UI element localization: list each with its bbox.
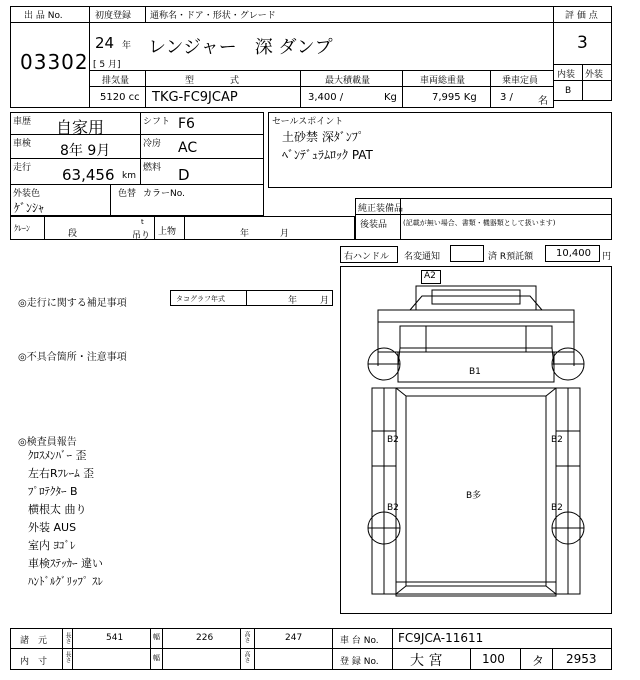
- crane-t: t: [141, 218, 144, 226]
- selling-point-2: ﾍﾞﾝﾃﾞｭﾗﾑﾛｯｸ PAT: [282, 148, 373, 162]
- chassis-label: 車 台 No.: [340, 636, 379, 646]
- aftermarket-note: (記載が無い場合、書類・機器類として扱います): [403, 219, 556, 227]
- fuel-label: 燃料: [143, 163, 162, 173]
- crane-label: ｸﾚｰﾝ: [14, 224, 30, 233]
- displacement-value: 5120 cc: [100, 92, 140, 103]
- driving-notes-label: ◎走行に関する補足事項: [18, 298, 127, 309]
- history-value: 自家用: [56, 118, 105, 137]
- reg-class: 100: [482, 652, 505, 666]
- joukou-year: 年: [240, 229, 250, 239]
- specs-label-row: [89, 70, 554, 87]
- damage-mark-b2-left-lower: B2: [387, 503, 399, 513]
- shift-value: F6: [178, 116, 195, 132]
- rhd-label: 右ハンドル: [344, 252, 390, 262]
- displacement-label: 排気量: [102, 76, 130, 86]
- windshield: [410, 296, 542, 310]
- reg-kana: タ: [532, 654, 545, 668]
- width-label: 幅: [153, 633, 160, 641]
- damage-mark-a2: A2: [421, 270, 441, 284]
- int-ext-values: [553, 80, 612, 101]
- load-unit: Kg: [384, 92, 397, 103]
- year-value: 24: [95, 34, 115, 52]
- in-length-label: 長さ: [64, 651, 71, 663]
- load-value: 3,400 /: [308, 92, 344, 103]
- defects-label: ◎不具合箇所・注意事項: [18, 352, 127, 363]
- tacho-year: 年: [288, 296, 298, 306]
- footer-table: [10, 628, 612, 670]
- mileage-label: 走行: [13, 163, 32, 173]
- interior-score: B: [565, 86, 572, 96]
- length-label: 長さ: [64, 632, 71, 644]
- color-replaced-label: 色替: [118, 189, 137, 199]
- in-width-label: 幅: [153, 654, 160, 662]
- recycle-unit: 円: [602, 252, 612, 262]
- tacho-month: 月: [320, 296, 330, 306]
- interior-dims-label: 内 寸: [20, 657, 48, 667]
- height-value: 247: [285, 633, 303, 643]
- reg-area: 大 宮: [410, 653, 443, 669]
- inspector-item: 外装 AUS: [28, 521, 77, 534]
- shift-label: シフト: [143, 117, 171, 127]
- capacity-value: 3 /: [500, 92, 513, 103]
- crane-tsuri: 吊り: [132, 231, 151, 241]
- inspection-label: 車検: [13, 139, 32, 149]
- lot-label: 出 品 No.: [24, 11, 63, 21]
- damage-mark-b2-right: B2: [551, 435, 563, 445]
- capacity-unit: 名: [538, 96, 548, 107]
- inspector-label: ◎検査員報告: [18, 437, 77, 448]
- score-label: 評 価 点: [565, 11, 598, 21]
- chassis-value: FC9JCA-11611: [398, 631, 484, 645]
- inspector-item: 室内 ﾖｺﾞﾚ: [28, 539, 76, 552]
- inspector-item: 車検ｽﾃｯｶｰ 違い: [28, 557, 103, 570]
- model-code: TKG-FC9JCAP: [152, 90, 238, 105]
- capacity-label: 乗車定員: [502, 76, 539, 86]
- type-label: 型 式: [185, 76, 240, 86]
- name-change-box: [450, 245, 484, 262]
- inspector-item: ﾌﾟﾛﾃｸﾀｰ B: [28, 485, 78, 498]
- recycle-amount: 10,400: [556, 248, 591, 259]
- tacho-label: タコグラフ年式: [176, 295, 225, 303]
- crane-dan: 段: [68, 229, 78, 239]
- mileage-unit: km: [122, 171, 136, 181]
- inspector-item: ﾊﾝﾄﾞﾙｸﾞﾘｯﾌﾟ ｽﾚ: [28, 575, 103, 588]
- cab-outline: [378, 310, 574, 352]
- year-unit: 年: [122, 41, 132, 51]
- gross-value: 7,995 Kg: [432, 92, 477, 103]
- ac-value: AC: [178, 140, 198, 156]
- inspector-item: 横根太 曲り: [28, 503, 87, 516]
- standard-equipment-label: 純正装備品: [358, 204, 404, 214]
- damage-mark-b2-left: B2: [387, 435, 399, 445]
- reg-no-label: 登 録 No.: [340, 657, 379, 667]
- mileage-value: 63,456: [62, 166, 115, 184]
- car-name: レンジャー 深 ダンプ: [148, 37, 333, 58]
- height-label: 高さ: [243, 631, 250, 643]
- color-value: ｹﾞﾝｼｬ: [14, 201, 45, 215]
- interior-label: 内装: [557, 70, 576, 80]
- dims-label: 諸 元: [20, 636, 48, 646]
- damage-mark-b2-right-lower: B2: [551, 503, 563, 513]
- joukou-label: 上物: [158, 227, 177, 237]
- selling-points-label: セールスポイント: [272, 117, 344, 127]
- history-label: 車歴: [13, 117, 32, 127]
- load-label: 最大積載量: [325, 76, 371, 86]
- selling-point-1: 土砂禁 深ﾀﾞﾝﾌﾟ: [282, 130, 364, 144]
- color-label: 外装色: [13, 189, 41, 199]
- cab-sides: [378, 322, 574, 366]
- recycle-label: 済 R預託額: [488, 252, 534, 262]
- gross-label: 車両総重量: [420, 76, 466, 86]
- score-value: 3: [577, 33, 588, 53]
- fuel-value: D: [178, 166, 190, 184]
- ac-label: 冷房: [143, 139, 162, 149]
- truck-diagram: [340, 266, 612, 614]
- length-value: 541: [106, 633, 124, 643]
- width-value: 226: [196, 633, 214, 643]
- reg-label: 初度登録: [95, 11, 132, 21]
- reg-number: 2953: [566, 652, 597, 666]
- damage-mark-b1: B1: [469, 367, 481, 377]
- joukou-month: 月: [280, 229, 290, 239]
- exterior-label: 外装: [585, 70, 604, 80]
- inspection-value: 8年 9月: [60, 143, 111, 159]
- details-grid: [10, 112, 264, 216]
- inspector-item: ｸﾛｽﾒﾝﾊﾞｰ 歪: [28, 449, 87, 462]
- lot-number: 03302: [20, 50, 89, 74]
- model-label: 通称名・ドア・形状・グレード: [150, 11, 276, 21]
- name-change-label: 名変通知: [404, 252, 441, 262]
- damage-mark-b-many: B多: [466, 491, 482, 501]
- aftermarket-label: 後装品: [360, 220, 388, 230]
- in-height-label: 高さ: [243, 651, 250, 663]
- color-no-label: カラーNo.: [143, 189, 185, 199]
- inspector-item: 左右Rﾌﾚｰﾑ 歪: [28, 467, 95, 480]
- crane-row: [10, 216, 355, 240]
- month-value: [ 5 月]: [93, 60, 121, 70]
